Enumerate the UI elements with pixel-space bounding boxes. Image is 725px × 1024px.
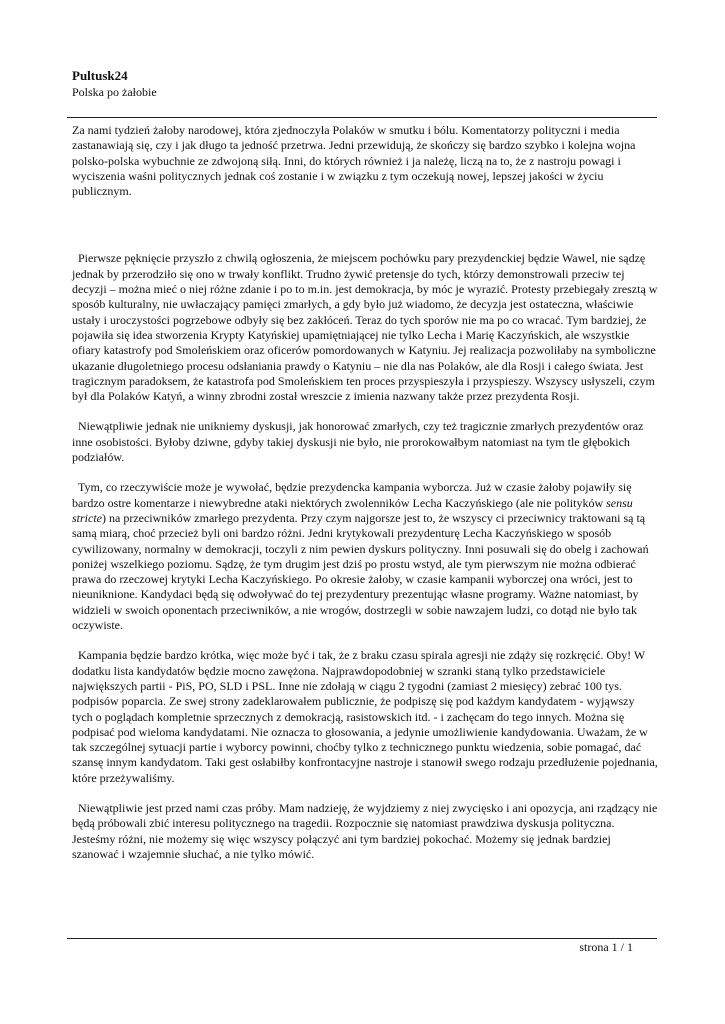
paragraph-2-text: Niewątpliwie jednak nie unikniemy dyskusji, jak honorować zmarłych, czy też tragicznie zmarłych prezydentów oraz inne osobistości. Byłoby dziwne, gdyby takiej dyskusji nie było, nie prorokowałbym natomiast na tym tle głębokich podziałów. <box>72 419 644 465</box>
page-number: strona 1 / 1 <box>579 940 633 954</box>
paragraph-3-text-b: ) na przeciwników zmarłego prezydenta. Przy czym najgorsze jest to, że wszyscy ci przeciwnicy traktowani są tą samą miarą, choć przecież byli oni bardzo różni. Jedni krytykowali prezydenturę Lecha Kaczyńskiego w sposób cywilizowany, normalny w demokracji, toczyli z nim pewien dyskurs polityczny. Inni posuwali się do obelg i zachowań poniżej wszelkiego poziomu. Sądzę, że tym drugim jest dziś po prostu wstyd, ale tym pierwszym nie można odbierać prawa do rzeczowej krytyki Lecha Kaczyńskiego. Po okresie żałoby, w czasie kampanii wyborczej ona wróci, jest to nieuniknione. Kandydaci będą się odwoływać do tej prezydentury prezentując własne programy. Ważne natomiast, by widzieli w swoich oponentach przeciwników, a nie wrogów, dostrzegli w sobie nawzajem ludzi, co dotąd nie było tak oczywiste. <box>72 510 649 633</box>
article-body <box>72 123 658 877</box>
footer-divider <box>67 938 657 939</box>
paragraph-2 <box>72 419 658 465</box>
paragraph-3-text-a: Tym, co rzeczywiście może je wywołać, będzie prezydencka kampania wyborcza. Już w czasie żałoby pojawiły się bardzo ostre komentarze i niewybredne ataki niektórych zwolenników Lecha Kaczyńskiego (ale nie polityków <box>72 480 632 510</box>
paragraph-1 <box>72 251 658 404</box>
lead-paragraph: Za nami tydzień żałoby narodowej, która zjednoczyła Polaków w smutku i bólu. Komentatorzy polityczni i media zastanawiają się, czy i jak długo ta jedność przetrwa. Jedni przewidują, że skończy się bardzo szybko i kolejna wojna polsko-polska wybuchnie ze zdwojoną siłą. Inni, do których również i ja należę, liczą na to, że z nastroju powagi i wyciszenia waśni politycznych jednak coś zostanie i w związku z tym oczekują nowej, lepszej jakości w życiu publicznym. <box>72 123 636 199</box>
site-title: Pultusk24 <box>72 68 128 83</box>
paragraph-5-text: Niewątpliwie jest przed nami czas próby. Mam nadzieję, że wyjdziemy z niej zwycięsko i ani opozycja, ani rządzący nie będą próbowali zbić interesu politycznego na tragedii. Rozpocznie się natomiast prawdziwa dyskusja polityczna. Jesteśmy różni, nie możemy się więc wszyscy połączyć ani tym bardziej pokochać. Możemy się jednak bardziej szanować i wzajemnie słuchać, a nie tylko mówić. <box>72 800 658 861</box>
page-header <box>72 68 662 99</box>
header-divider <box>67 117 657 118</box>
paragraph-1-text: Pierwsze pęknięcie przyszło z chwilą ogłoszenia, że miejscem pochówku pary prezydenckiej będzie Wawel, nie sądzę jednak by przerodziło się ono w trwały konflikt. Trudno żywić pretensje do tych, którzy demonstrowali przeciw tej decyzji – można mieć o niej różne zdanie i po to m.in. jest demokracja, by móc je wyrazić. Protesty przebiegały zresztą w sposób kulturalny, nie uwłaczający pamięci zmarłych, a gdy było już wiadomo, że decyzja jest ostateczna, właściwie ustały i uroczystości pogrzebowe odbyły się bez zakłóceń. Teraz do tych sporów nie ma po co wracać. Tym bardziej, że pojawiła się idea stworzenia Krypty Katyńskiej upamiętniającej nie tylko Lecha i Marię Kaczyńskich, ale wszystkie ofiary katastrofy pod Smoleńskiem oraz oficerów pomordowanych w Katyniu. Jej realizacja pozwoliłaby na symboliczne ukazanie długoletniego procesu odsłaniania prawdy o Katyniu – nie dla nas Polaków, ale dla Rosji i całego świata. Jest tragicznym paradoksem, że katastrofa pod Smoleńskiem ten proces przyspieszyła i przyspieszy. Wszyscy usłyszeli, czym był dla Polaków Katyń, a winny zbrodni został wreszcie z imienia nazwany także przez prezydenta Rosji. <box>72 251 658 404</box>
article-title: Polska po żałobie <box>72 85 157 99</box>
paragraph-4-text: Kampania będzie bardzo krótka, więc może być i tak, że z braku czasu spirala agresji nie zdąży się rozkręcić. Oby! W dodatku lista kandydatów będzie mocno zawężona. Najprawdopodobniej w szranki staną tylko przedstawiciele największych partii - PiS, PO, SLD i PSL. Inne nie zdołają w ciągu 2 tygodni (zamiast 2 miesięcy) zebrać 100 tys. podpisów poparcia. Ze swej strony zadeklarowałem publicznie, że podpiszę się pod każdym kandydatem - wyjąwszy tych o poglądach kompletnie sprzecznych z demokracją, rasistowskich itd. - i zachęcam do tego innych. Można się podpisać pod wieloma kandydatami. Nie oznacza to głosowania, a jedynie umożliwienie kandydowania. Uważam, że w tak szczególnej sytuacji partie i wyborcy powinni, choćby tylko z technicznego punktu wiedzenia, sobie pomagać, dać szansę innym kandydatom. Taki gest osłabiłby konfrontacyjne nastroje i stanowił swego rodzaju przedłużenie pojednania, które przeżywaliśmy. <box>72 648 658 785</box>
paragraph-4 <box>72 648 658 786</box>
paragraph-3-emphasis: sensu stricte <box>72 495 633 525</box>
paragraph-5 <box>72 801 658 862</box>
paragraph-3 <box>72 480 658 633</box>
